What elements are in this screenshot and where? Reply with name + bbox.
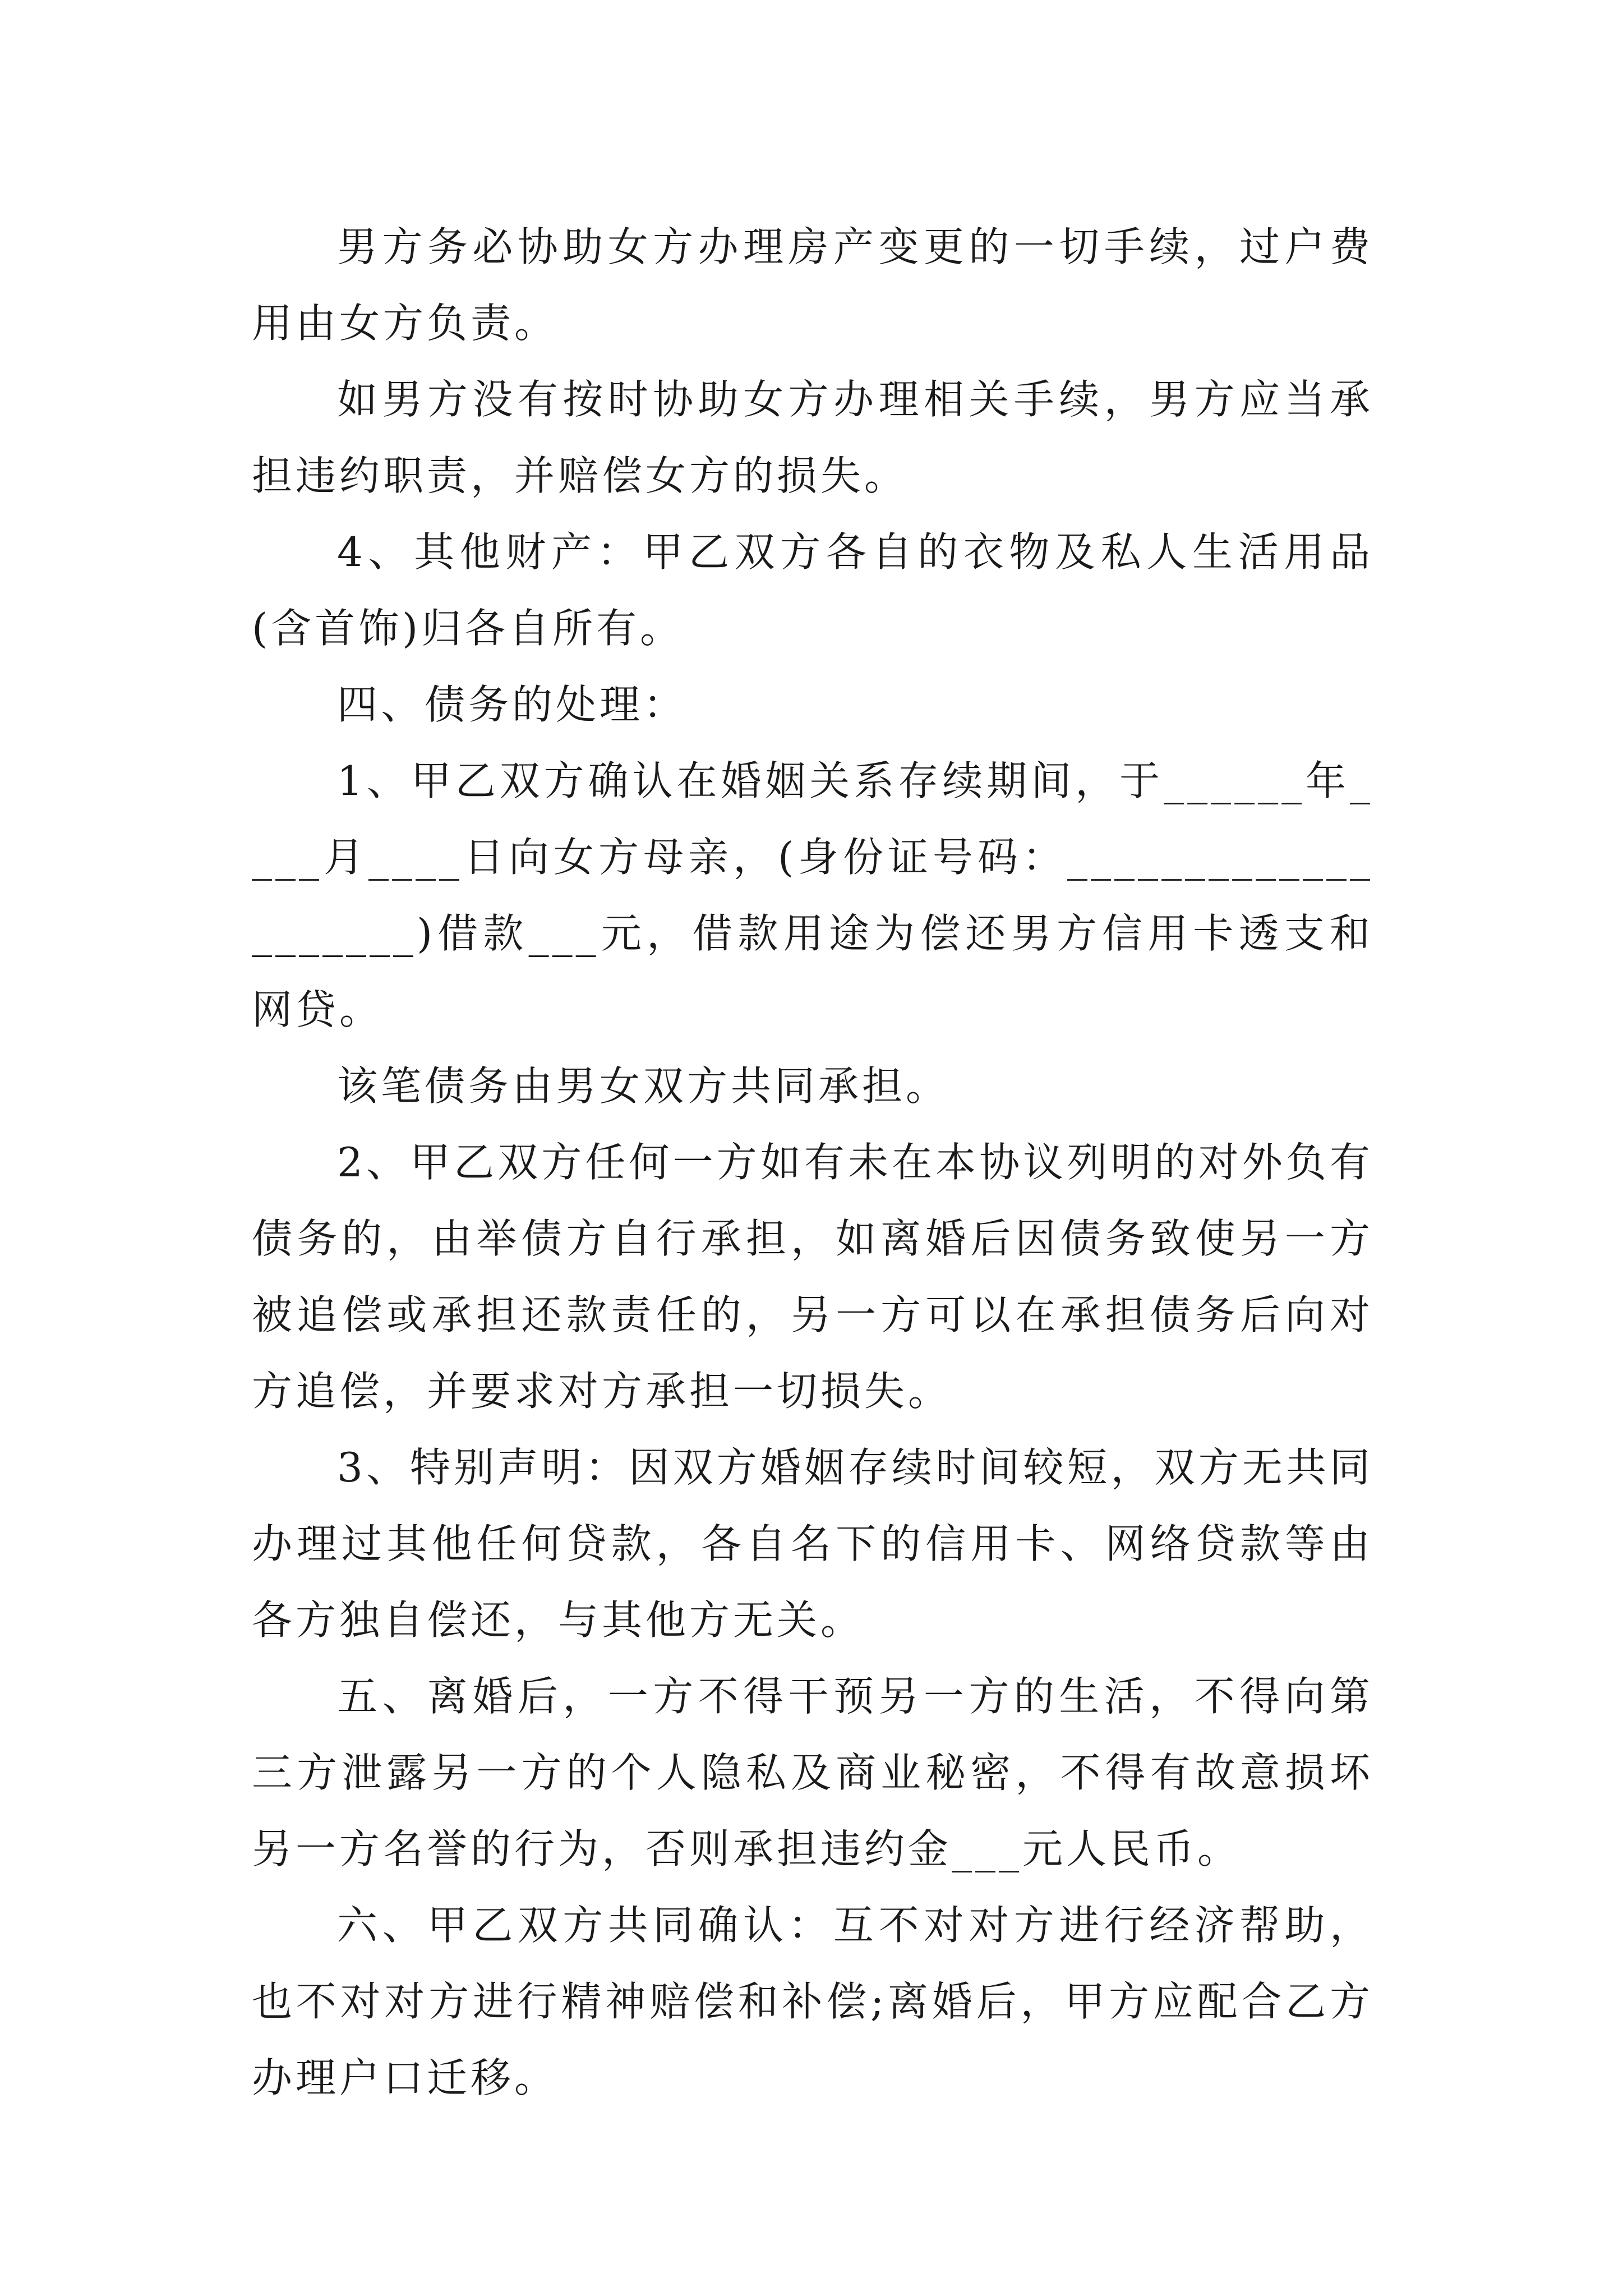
paragraph-special-statement: 3、特别声明：因双方婚姻存续时间较短，双方无共同办理过其他任何贷款，各自名下的信用卡、网络贷款等由各方独自偿还，与其他方无关。 [252, 1444, 1373, 1644]
paragraph-property-transfer: 男方务必协助女方办理房产变更的一切手续，过户费用由女方负责。 [252, 223, 1373, 347]
paragraph-other-property: 4、其他财产：甲乙双方各自的衣物及私人生活用品(含首饰)归各自所有。 [252, 528, 1373, 652]
paragraph-breach-liability: 如男方没有按时协助女方办理相关手续，男方应当承担违约职责，并赔偿女方的损失。 [252, 376, 1373, 499]
paragraph-undisclosed-debts: 2、甲乙双方任何一方如有未在本协议列明的对外负有债务的，由举债方自行承担，如离婚后因债务致使另一方被追偿或承担还款责任的，另一方可以在承担债务后向对方追偿，并要求对方承担一切损失。 [252, 1139, 1373, 1415]
document-body [252, 209, 1373, 2116]
paragraph-post-divorce-privacy: 五、离婚后，一方不得干预另一方的生活，不得向第三方泄露另一方的个人隐私及商业秘密，不得有故意损坏另一方名誉的行为，否则承担违约金___元人民币。 [252, 1673, 1373, 1872]
paragraph-shared-debt: 该笔债务由男女双方共同承担。 [337, 1062, 950, 1110]
section-heading-debts: 四、债务的处理： [337, 681, 688, 728]
paragraph-debt-loan: 1、甲乙双方确认在婚姻关系存续期间，于______年____月____日向女方母亲，(身份证号码：____________________)借款___元，借款用途为偿还男方信用卡透支和网贷。 [252, 757, 1373, 1033]
paragraph-mutual-confirmation: 六、甲乙双方共同确认：互不对对方进行经济帮助，也不对对方进行精神赔偿和补偿;离婚后，甲方应配合乙方办理户口迁移。 [252, 1902, 1373, 2101]
